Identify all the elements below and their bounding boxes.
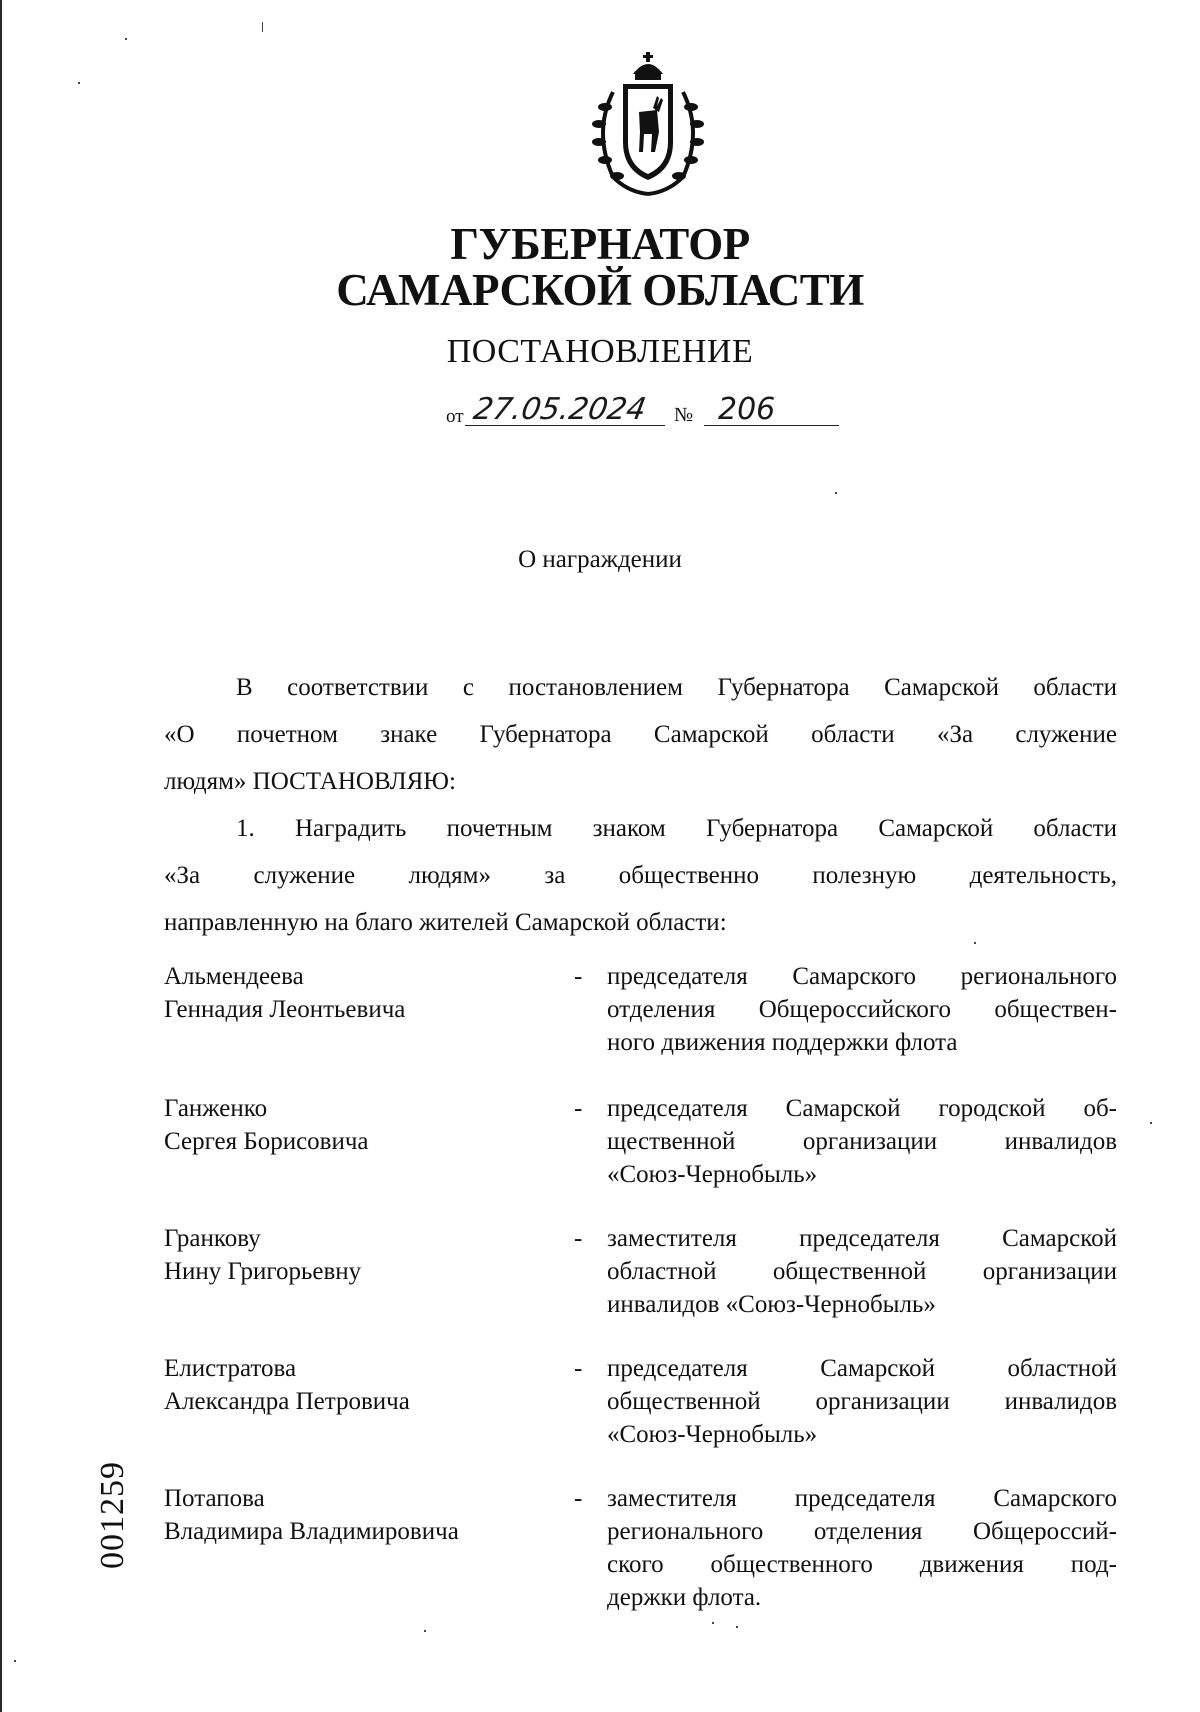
scan-speck: [262, 22, 263, 32]
separator-dash: -: [574, 1355, 583, 1382]
preamble-line2: «О почетном знаке Губернатора Самарской области «За служение: [164, 721, 1117, 748]
scan-speck: [835, 492, 837, 494]
preamble-line1: В соответствии с постановлением Губернатора Самарской области: [236, 674, 1117, 701]
position-line: щественной организации инвалидов: [607, 1128, 1117, 1155]
document-number: 206: [704, 392, 839, 426]
awardee-position: [607, 1352, 1117, 1451]
position-line: областной общественной организации: [607, 1258, 1117, 1285]
awardee-surname: Потапова: [164, 1485, 265, 1512]
awardee-position: [607, 1092, 1117, 1191]
scan-speck: [712, 1622, 714, 1624]
awardee-surname: Ганженко: [164, 1095, 268, 1122]
separator-dash: -: [574, 1225, 583, 1252]
coat-of-arms-icon: [583, 52, 713, 198]
position-line: отделения Общероссийского обществен-: [607, 996, 1117, 1023]
awardee-surname: Гранкову: [164, 1225, 261, 1252]
scan-speck: [1150, 1122, 1152, 1124]
preamble-line3: людям» ПОСТАНОВЛЯЮ:: [164, 768, 456, 795]
position-line: держки флота.: [607, 1584, 762, 1611]
scan-speck: [125, 38, 127, 40]
item1-line2: «За служение людям» за общественно полезную деятельность,: [164, 862, 1117, 889]
awardee-position: [607, 960, 1117, 1059]
awardee-name: [164, 1352, 564, 1418]
scan-speck: [974, 942, 976, 944]
position-line: ного движения поддержки флота: [607, 1029, 958, 1056]
position-line: общественной организации инвалидов: [607, 1388, 1117, 1415]
awardee-surname: Альмендеева: [164, 963, 304, 990]
position-line: инвалидов «Союз-Чернобыль»: [607, 1291, 936, 1318]
document-date: 27.05.2024: [465, 392, 671, 426]
awardee-given-names: Геннадия Леонтьевича: [164, 996, 406, 1023]
issuer-title-line2: САМАРСКОЙ ОБЛАСТИ: [336, 265, 864, 315]
awardee-surname: Елистратова: [164, 1355, 297, 1382]
awardee-name: [164, 1092, 564, 1158]
position-line: председателя Самарского регионального: [607, 963, 1117, 990]
awardee-given-names: Александра Петровича: [164, 1388, 410, 1415]
date-prefix: от: [446, 406, 464, 427]
number-prefix: №: [674, 404, 694, 426]
scan-speck: [78, 82, 80, 84]
scan-speck: [736, 1626, 738, 1628]
awardee-given-names: Нину Григорьевну: [164, 1258, 362, 1285]
awardee-position: [607, 1482, 1117, 1614]
awardee-name: [164, 1482, 564, 1548]
position-line: заместителя председателя Самарского: [607, 1485, 1117, 1512]
serial-number: 001259: [94, 1461, 131, 1569]
document-type: ПОСТАНОВЛЕНИЕ: [446, 333, 754, 370]
awardee-given-names: Сергея Борисовича: [164, 1128, 369, 1155]
awardee-name: [164, 1222, 564, 1288]
position-line: «Союз-Чернобыль»: [607, 1421, 818, 1448]
awardee-name: [164, 960, 564, 1026]
scan-speck: [14, 1660, 16, 1662]
separator-dash: -: [574, 1095, 583, 1122]
awardee-position: [607, 1222, 1117, 1321]
position-line: заместителя председателя Самарской: [607, 1225, 1117, 1252]
scan-speck: [424, 1630, 426, 1632]
item1-line1: 1. Наградить почетным знаком Губернатора Самарской области: [236, 815, 1117, 842]
document-subject: О награждении: [518, 546, 682, 573]
position-line: «Союз-Чернобыль»: [607, 1161, 818, 1188]
position-line: ского общественного движения под-: [607, 1551, 1117, 1578]
position-line: председателя Самарской городской об-: [607, 1095, 1117, 1122]
position-line: регионального отделения Общероссий-: [607, 1518, 1117, 1545]
position-line: председателя Самарской областной: [607, 1355, 1117, 1382]
item1-line3: направленную на благо жителей Самарской области:: [164, 909, 727, 936]
issuer-title-line1: ГУБЕРНАТОР: [450, 219, 750, 269]
separator-dash: -: [574, 1485, 583, 1512]
separator-dash: -: [574, 963, 583, 990]
awardee-given-names: Владимира Владимировича: [164, 1518, 459, 1545]
serial-number-stamp: [88, 1446, 138, 1586]
